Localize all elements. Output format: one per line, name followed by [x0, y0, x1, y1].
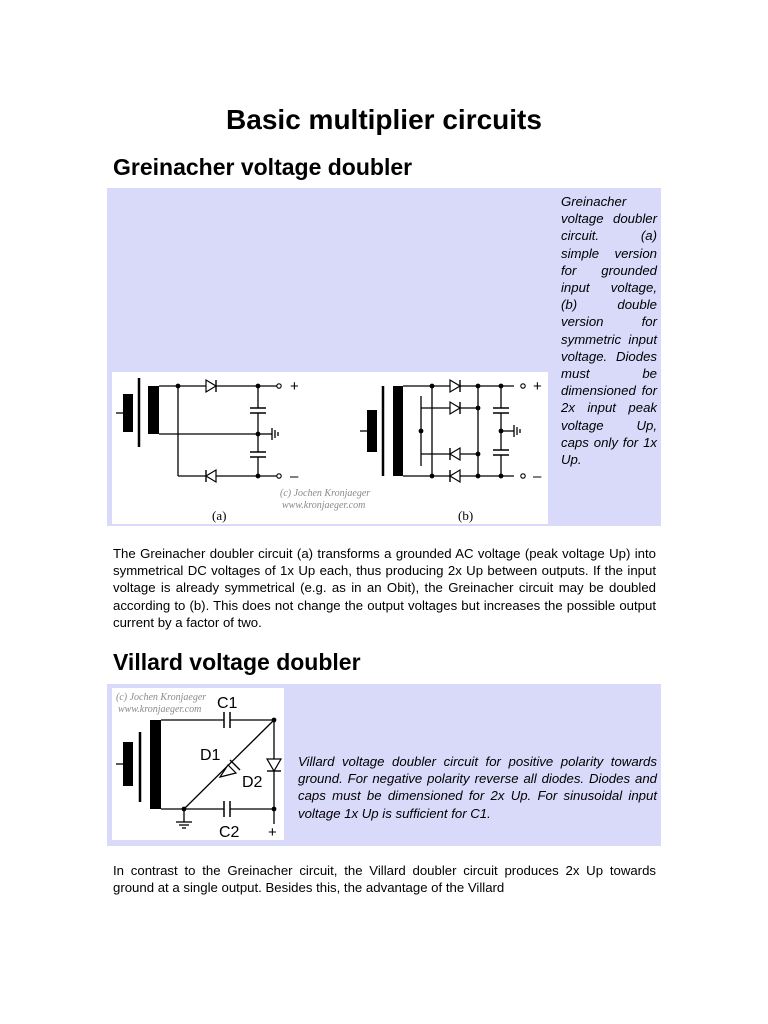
greinacher-copyright-line1: (c) Jochen Kronjaeger [280, 488, 371, 499]
villard-label-c1: C1 [217, 695, 238, 712]
villard-paragraph: In contrast to the Greinacher circuit, the Villard doubler circuit produces 2x Up towards ground at a single output. Besides this, the advantage of the Villard [113, 863, 656, 896]
greinacher-paragraph: The Greinacher doubler circuit (a) transforms a grounded AC voltage (peak voltage Up) into symmetrical DC voltages of 1x Up each, thus producing 2x Up between outputs. If the input voltage is already symmetrical (e.g. as in an Obit), the Greinacher circuit may be doubled according to (b). This does not change the output voltages but increases the possible output current by a factor of two. [113, 546, 656, 630]
section-heading-greinacher: Greinacher voltage doubler [113, 154, 413, 180]
greinacher-figure-caption: Greinacher voltage doubler circuit. (a) simple version for grounded input voltage, (b) double version for symmetric input voltage. Diodes must be dimensioned for 2x input peak voltage Up, caps only for 1x Up. [561, 194, 657, 468]
villard-figure-caption: Villard voltage doubler circuit for positive polarity towards ground. For negative polarity reverse all diodes. Diodes and caps must be dimensioned for 2x Up. For sinusoidal input voltage 1x Up is sufficient for C1. [298, 754, 657, 821]
greinacher-a-minus-label: – [290, 468, 299, 485]
page-title: Basic multiplier circuits [226, 104, 542, 135]
villard-plus-label: + [268, 824, 277, 840]
villard-circuit-diagram [112, 688, 284, 840]
greinacher-label-a: (a) [212, 508, 227, 523]
greinacher-circuit-diagram [112, 372, 548, 524]
villard-copyright-line2: www.kronjaeger.com [118, 704, 202, 715]
section-heading-villard: Villard voltage doubler [113, 649, 361, 675]
villard-copyright-line1: (c) Jochen Kronjaeger [116, 692, 207, 703]
villard-label-d1: D1 [200, 747, 221, 764]
greinacher-a-plus-label: + [290, 378, 299, 395]
greinacher-b-plus-label: + [533, 378, 542, 395]
villard-label-d2: D2 [242, 774, 263, 791]
greinacher-label-b: (b) [458, 508, 474, 523]
villard-label-c2: C2 [219, 824, 240, 840]
greinacher-copyright-line2: www.kronjaeger.com [282, 500, 366, 511]
greinacher-b-minus-label: – [533, 468, 542, 485]
